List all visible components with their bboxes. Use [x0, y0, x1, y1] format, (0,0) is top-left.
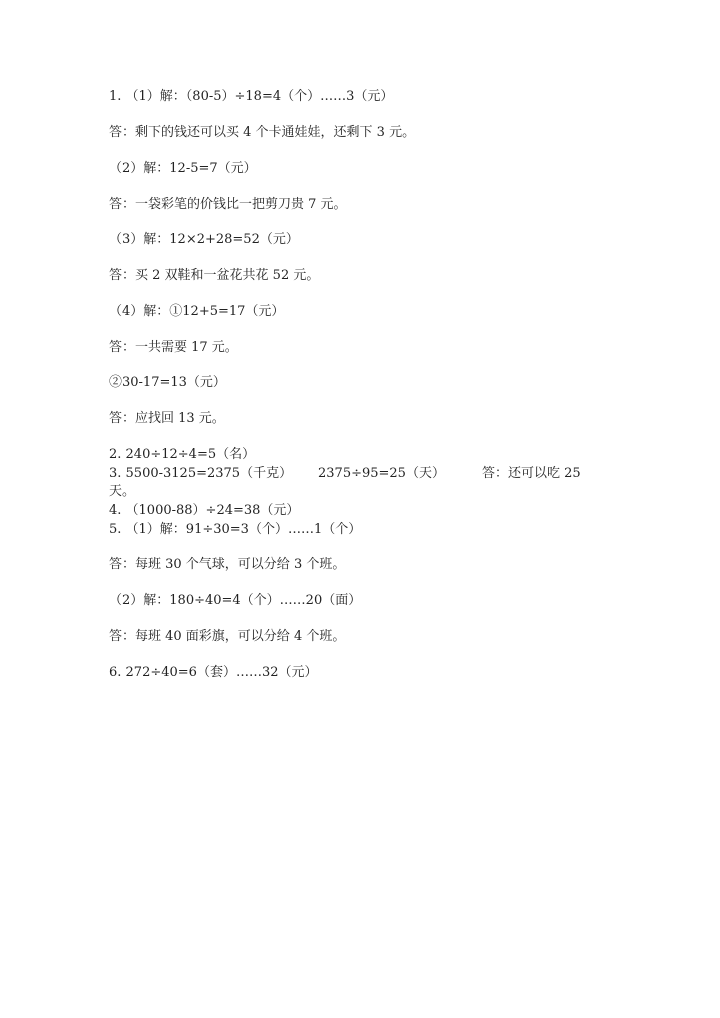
q1-part2-answer: 答：一袋彩笔的价钱比一把剪刀贵 7 元。	[109, 197, 347, 212]
q1-part4-step-2: ②30-17=13（元）	[109, 375, 226, 390]
q3-part2: 2375÷95=25（天）	[318, 466, 445, 481]
q1-part1-answer: 答：剩下的钱还可以买 4 个卡通娃娃，还剩下 3 元。	[109, 125, 416, 140]
q1-part1-solution: 1. （1）解：（80-5）÷18=4（个）……3（元）	[109, 89, 394, 104]
q5-part1-answer: 答：每班 30 个气球，可以分给 3 个班。	[109, 557, 346, 572]
q1-part3-solution: （3）解：12×2+28=52（元）	[109, 232, 299, 247]
q4-solution: 4. （1000-88）÷24=38（元）	[109, 503, 300, 518]
q1-part3-answer: 答：买 2 双鞋和一盆花共花 52 元。	[109, 268, 320, 283]
q1-part4-answer-1: 答：一共需要 17 元。	[109, 340, 238, 355]
q5-part2-answer: 答：每班 40 面彩旗，可以分给 4 个班。	[109, 629, 346, 644]
q5-part1-solution: 5. （1）解：91÷30=3（个）……1（个）	[109, 522, 362, 537]
q3-wrap: 天。	[109, 484, 136, 499]
q2-solution: 2. 240÷12÷4=5（名）	[109, 447, 256, 462]
q1-part4-solution: （4）解：①12+5=17（元）	[109, 304, 285, 319]
q6-solution: 6. 272÷40=6（套）……32（元）	[109, 665, 318, 680]
q3-part3: 答：还可以吃 25	[482, 466, 581, 481]
q1-part2-solution: （2）解：12-5=7（元）	[109, 161, 257, 176]
q3-part1: 3. 5500-3125=2375（千克）	[109, 466, 293, 481]
q5-part2-solution: （2）解：180÷40=4（个）……20（面）	[109, 593, 362, 608]
q1-part4-answer-2: 答：应找回 13 元。	[109, 411, 225, 426]
